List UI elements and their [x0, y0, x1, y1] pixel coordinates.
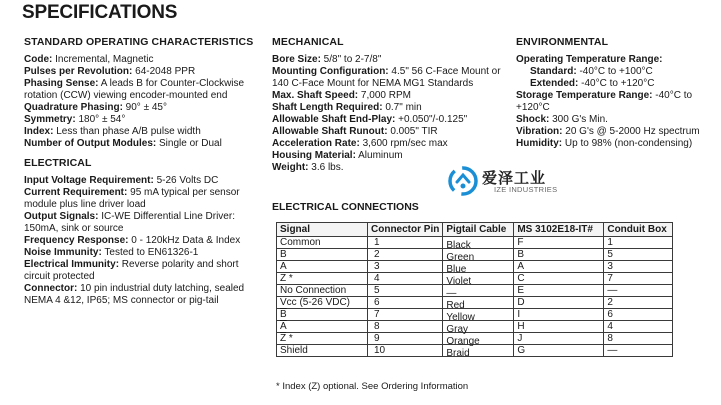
electrical-spec-label: Electrical Immunity:	[24, 259, 120, 270]
electrical-list	[24, 175, 254, 307]
electrical-spec-value: 10 pin industrial duty latching, sealed NEMA 4 &12, IP65; MS connector or pig-tail	[24, 283, 245, 306]
mechanical-spec-item	[272, 54, 512, 66]
mechanical-spec-label: Housing Material:	[272, 150, 356, 161]
table-cell: B	[277, 249, 368, 261]
electrical-heading: ELECTRICAL	[24, 157, 92, 169]
table-cell: 5	[604, 249, 673, 261]
environmental-spec-label: Humidity:	[516, 138, 563, 149]
standard-spec-value: Single or Dual	[156, 138, 222, 149]
table-cell: $\overline{A}$	[277, 321, 368, 333]
column-header: Conduit Box	[604, 223, 673, 237]
op-temp-extended: Extended: -40°C to +120°C	[530, 78, 655, 89]
standard-spec-value: 90° ± 45°	[122, 102, 167, 113]
table-cell: Black	[443, 237, 514, 249]
environmental-spec-label: Vibration:	[516, 126, 563, 137]
standard-spec-label: Phasing Sense:	[24, 78, 99, 89]
mechanical-spec-label: Shaft Length Required:	[272, 102, 383, 113]
electrical-spec-item	[24, 235, 254, 247]
table-cell: —	[443, 285, 514, 297]
mechanical-spec-value: 3.6 lbs.	[308, 162, 344, 173]
mechanical-spec-label: Bore Size:	[272, 54, 321, 65]
table-cell: J	[514, 333, 604, 345]
table-cell: C	[514, 273, 604, 285]
electrical-spec-label: Current Requirement:	[24, 187, 128, 198]
middle-column	[272, 36, 512, 174]
table-row	[277, 333, 673, 345]
electrical-spec-item	[24, 175, 254, 187]
mechanical-spec-value: 3,600 rpm/sec max	[359, 138, 448, 149]
table-cell: 9	[368, 333, 443, 345]
table-cell: Green	[443, 249, 514, 261]
table-cell: 8	[368, 321, 443, 333]
table-cell: E	[514, 285, 604, 297]
table-row	[277, 237, 673, 249]
electrical-spec-label: Noise Immunity:	[24, 247, 102, 258]
column-header: Connector Pin	[368, 223, 443, 237]
mechanical-spec-item	[272, 138, 512, 150]
electrical-spec-value: 95 mA typical per sensor module plus line driver load	[24, 187, 240, 210]
mechanical-spec-label: Allowable Shaft End-Play:	[272, 114, 396, 125]
mechanical-spec-item	[272, 102, 512, 114]
environmental-spec-value: Up to 98% (non-condensing)	[562, 138, 693, 149]
mechanical-spec-label: Allowable Shaft Runout:	[272, 126, 388, 137]
table-cell: Shield	[277, 345, 368, 357]
electrical-spec-label: Connector:	[24, 283, 78, 294]
table-cell: A	[277, 261, 368, 273]
standard-spec-value: Incremental, Magnetic	[52, 54, 154, 65]
standard-spec-value: 180° ± 54°	[75, 114, 126, 125]
standard-spec-label: Quadrature Phasing:	[24, 102, 123, 113]
standard-spec-label: Symmetry:	[24, 114, 76, 125]
electrical-spec-value: IC-WE Differential Line Driver: 150mA, sink or source	[24, 211, 235, 234]
table-cell: 10	[368, 345, 443, 357]
table-cell: Common	[277, 237, 368, 249]
standard-spec-item	[24, 66, 254, 78]
mechanical-spec-item	[272, 150, 512, 162]
column-header: MS 3102E18-IT#	[514, 223, 604, 237]
electrical-spec-label: Output Signals:	[24, 211, 99, 222]
table-cell: 4	[604, 321, 673, 333]
standard-list	[24, 54, 254, 150]
mechanical-spec-value: +0.050"/-0.125"	[395, 114, 468, 125]
table-row	[277, 249, 673, 261]
electrical-spec-item	[24, 247, 254, 259]
table-cell: 1	[604, 237, 673, 249]
mechanical-spec-item	[272, 114, 512, 126]
environmental-spec-label: Shock:	[516, 114, 550, 125]
electrical-spec-value: 5-26 Volts DC	[153, 175, 219, 186]
table-cell: Braid	[443, 345, 514, 357]
environmental-spec-value: 20 G's @ 5-2000 Hz spectrum	[562, 126, 700, 137]
electrical-spec-item	[24, 283, 254, 307]
standard-spec-label: Index:	[24, 126, 54, 137]
column-header: Pigtail Cable	[443, 223, 514, 237]
table-cell: $\overline{B}$	[277, 309, 368, 321]
electrical-spec-item	[24, 211, 254, 235]
environmental-spec-value: -40°C to +120°C	[516, 90, 693, 113]
mechanical-spec-item	[272, 126, 512, 138]
connections-table	[276, 222, 673, 357]
environmental-spec-value: 300 G's Min.	[549, 114, 608, 125]
standard-spec-item	[24, 102, 254, 114]
standard-spec-label: Number of Output Modules:	[24, 138, 157, 149]
table-cell: A	[514, 261, 604, 273]
environmental-spec-item	[516, 126, 721, 138]
table-cell: 2	[368, 249, 443, 261]
mechanical-spec-value: 0.005" TIR	[387, 126, 438, 137]
table-row	[277, 309, 673, 321]
table-cell: No Connection	[277, 285, 368, 297]
environmental-spec-label: Storage Temperature Range:	[516, 90, 653, 101]
environmental-spec-item	[516, 138, 721, 150]
table-row	[277, 273, 673, 285]
connections-heading: ELECTRICAL CONNECTIONS	[272, 201, 419, 213]
op-temp-standard: Standard: -40°C to +100°C	[530, 66, 653, 77]
environmental-spec-item	[516, 114, 721, 126]
electrical-spec-label: Frequency Response:	[24, 235, 129, 246]
table-cell: B	[514, 249, 604, 261]
table-cell: 7	[604, 273, 673, 285]
environmental-heading: ENVIRONMENTAL	[516, 36, 609, 48]
table-cell: 3	[604, 261, 673, 273]
table-row	[277, 285, 673, 297]
left-column	[24, 36, 254, 307]
table-cell: Gray	[443, 321, 514, 333]
table-cell: 3	[368, 261, 443, 273]
standard-spec-value: Less than phase A/B pulse width	[53, 126, 201, 137]
table-cell: 4	[368, 273, 443, 285]
connections-body	[277, 237, 673, 357]
electrical-spec-item	[24, 259, 254, 283]
table-cell: 7	[368, 309, 443, 321]
mechanical-spec-label: Max. Shaft Speed:	[272, 90, 359, 101]
table-cell: $\overline{Z}$ *	[277, 333, 368, 345]
connections-header-row	[277, 223, 673, 237]
logo-english-text: IZE INDUSTRIES	[494, 185, 558, 194]
table-cell: Violet	[443, 273, 514, 285]
table-row	[277, 297, 673, 309]
right-column	[516, 36, 721, 150]
mechanical-spec-value: 4.5" 56 C-Face Mount or 140 C-Face Mount for NEMA MG1 Standards	[272, 66, 501, 89]
standard-spec-value: 64-2048 PPR	[132, 66, 196, 77]
table-cell: Orange	[443, 333, 514, 345]
electrical-spec-value: Reverse polarity and short circuit protected	[24, 259, 239, 282]
table-cell: 2	[604, 297, 673, 309]
standard-spec-item	[24, 54, 254, 66]
table-cell: Z *	[277, 273, 368, 285]
standard-spec-label: Code:	[24, 54, 53, 65]
table-cell: 1	[368, 237, 443, 249]
table-cell: I	[514, 309, 604, 321]
page-title: SPECIFICATIONS	[22, 2, 178, 23]
standard-spec-item	[24, 138, 254, 150]
mechanical-spec-label: Mounting Configuration:	[272, 66, 389, 77]
standard-spec-item	[24, 114, 254, 126]
table-cell: 6	[604, 309, 673, 321]
table-row	[277, 261, 673, 273]
environmental-spec-item	[516, 90, 721, 114]
electrical-spec-value: Tested to EN61326-1	[101, 247, 199, 258]
standard-spec-value: A leads B for Counter-Clockwise rotation (CCW) viewing encoder-mounted end	[24, 78, 245, 101]
table-cell: —	[604, 285, 673, 297]
mechanical-list	[272, 54, 512, 174]
table-cell: 8	[604, 333, 673, 345]
mechanical-spec-label: Acceleration Rate:	[272, 138, 360, 149]
electrical-spec-item	[24, 187, 254, 211]
mechanical-spec-value: 7,000 RPM	[358, 90, 411, 101]
company-logo	[448, 162, 608, 202]
op-temp-label: Operating Temperature Range:	[516, 54, 663, 65]
mechanical-spec-value: 0.7" min	[382, 102, 422, 113]
standard-spec-item	[24, 78, 254, 102]
mechanical-heading: MECHANICAL	[272, 36, 344, 48]
standard-spec-item	[24, 126, 254, 138]
logo-swirl-icon	[448, 166, 478, 196]
table-cell: G	[514, 345, 604, 357]
logo-chinese-text: 爱泽工业	[482, 169, 547, 187]
standard-spec-label: Pulses per Revolution:	[24, 66, 133, 77]
electrical-spec-value: 0 - 120kHz Data & Index	[128, 235, 241, 246]
mechanical-spec-item	[272, 66, 512, 90]
table-cell: Red	[443, 297, 514, 309]
table-cell: D	[514, 297, 604, 309]
mechanical-spec-value: 5/8" to 2-7/8"	[320, 54, 382, 65]
table-cell: F	[514, 237, 604, 249]
table-cell: 5	[368, 285, 443, 297]
mechanical-spec-value: Aluminum	[355, 150, 403, 161]
table-cell: Yellow	[443, 309, 514, 321]
table-cell: H	[514, 321, 604, 333]
table-cell: —	[604, 345, 673, 357]
environmental-list	[516, 90, 721, 150]
connections-footnote: * Index (Z) optional. See Ordering Information	[276, 381, 469, 392]
standard-heading: STANDARD OPERATING CHARACTERISTICS	[24, 36, 254, 48]
table-cell: 6	[368, 297, 443, 309]
table-cell: Vcc (5-26 VDC)	[277, 297, 368, 309]
table-cell: Blue	[443, 261, 514, 273]
mechanical-spec-label: Weight:	[272, 162, 309, 173]
mechanical-spec-item	[272, 90, 512, 102]
column-header: Signal	[277, 223, 368, 237]
electrical-spec-label: Input Voltage Requirement:	[24, 175, 154, 186]
